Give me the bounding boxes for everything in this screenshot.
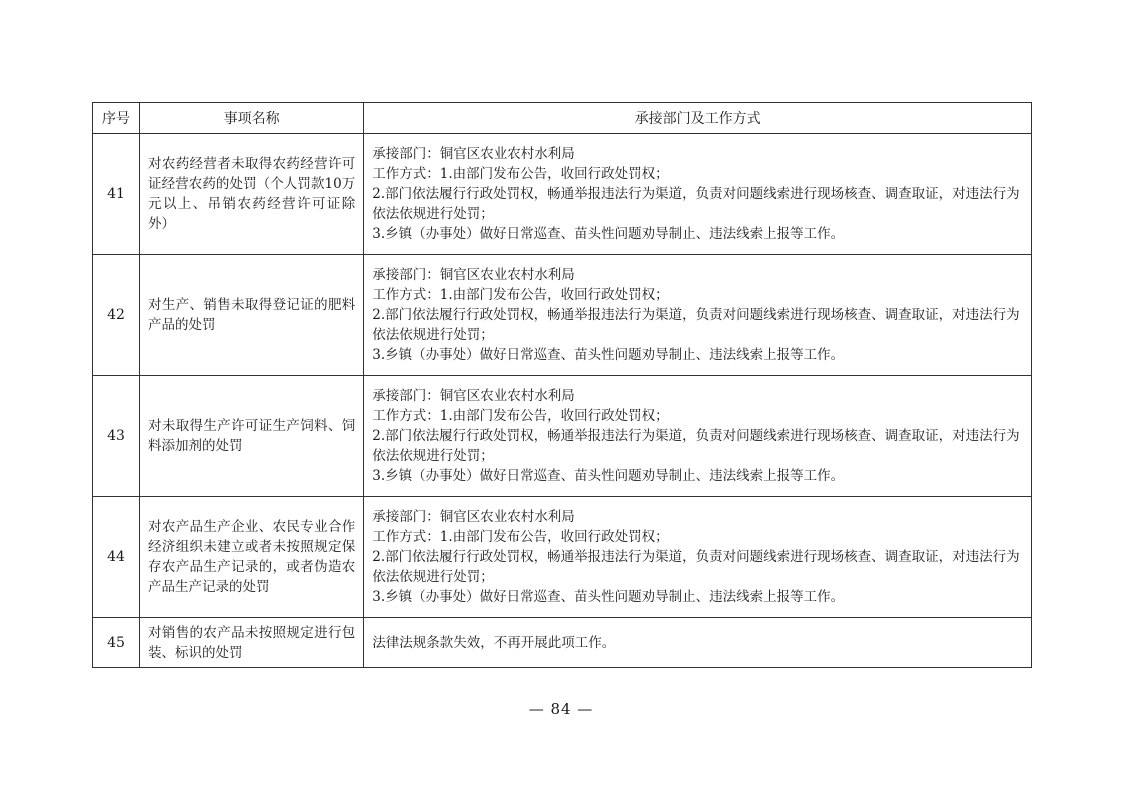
row-method bbox=[364, 618, 1032, 668]
method-line: 承接部门：铜官区农业农村水利局 bbox=[372, 388, 575, 404]
method-line: 2.部门依法履行行政处罚权，畅通举报违法行为渠道，负责对问题线索进行现场核查、调查取证，对违法行为依法依规进行处罚； bbox=[372, 186, 1020, 222]
table-row bbox=[93, 376, 1032, 497]
method-line: 3.乡镇（办事处）做好日常巡查、苗头性问题劝导制止、违法线索上报等工作。 bbox=[372, 589, 845, 605]
method-line: 工作方式：1.由部门发布公告，收回行政处罚权； bbox=[372, 166, 669, 182]
table-row bbox=[93, 255, 1032, 376]
row-item-name: 对销售的农产品未按照规定进行包装、标识的处罚 bbox=[140, 618, 364, 668]
row-seq: 44 bbox=[93, 497, 140, 618]
method-line: 承接部门：铜官区农业农村水利局 bbox=[372, 267, 575, 283]
row-method bbox=[364, 376, 1032, 497]
row-item-name: 对农产品生产企业、农民专业合作经济组织未建立或者未按照规定保存农产品生产记录的，或者伪造农产品生产记录的处罚 bbox=[140, 497, 364, 618]
page-number: — 84 — bbox=[528, 700, 594, 718]
method-line: 承接部门：铜官区农业农村水利局 bbox=[372, 146, 575, 162]
method-line: 3.乡镇（办事处）做好日常巡查、苗头性问题劝导制止、违法线索上报等工作。 bbox=[372, 468, 845, 484]
method-line: 3.乡镇（办事处）做好日常巡查、苗头性问题劝导制止、违法线索上报等工作。 bbox=[372, 347, 845, 363]
method-line: 承接部门：铜官区农业农村水利局 bbox=[372, 509, 575, 525]
table-row bbox=[93, 497, 1032, 618]
table-row bbox=[93, 134, 1032, 255]
header-department-method: 承接部门及工作方式 bbox=[364, 103, 1032, 134]
row-seq: 42 bbox=[93, 255, 140, 376]
table-row bbox=[93, 618, 1032, 668]
method-line: 3.乡镇（办事处）做好日常巡查、苗头性问题劝导制止、违法线索上报等工作。 bbox=[372, 226, 845, 242]
method-line: 工作方式：1.由部门发布公告，收回行政处罚权； bbox=[372, 408, 669, 424]
row-item-name: 对生产、销售未取得登记证的肥料产品的处罚 bbox=[140, 255, 364, 376]
method-line: 2.部门依法履行行政处罚权，畅通举报违法行为渠道，负责对问题线索进行现场核查、调查取证，对违法行为依法依规进行处罚； bbox=[372, 307, 1020, 343]
method-line: 法律法规条款失效，不再开展此项工作。 bbox=[372, 634, 616, 651]
row-seq: 41 bbox=[93, 134, 140, 255]
method-line: 工作方式：1.由部门发布公告，收回行政处罚权； bbox=[372, 529, 669, 545]
row-seq: 43 bbox=[93, 376, 140, 497]
row-item-name: 对未取得生产许可证生产饲料、饲料添加剂的处罚 bbox=[140, 376, 364, 497]
header-item-name: 事项名称 bbox=[140, 103, 364, 134]
method-line: 2.部门依法履行行政处罚权，畅通举报违法行为渠道，负责对问题线索进行现场核查、调查取证，对违法行为依法依规进行处罚； bbox=[372, 428, 1020, 464]
row-method bbox=[364, 134, 1032, 255]
row-method bbox=[364, 255, 1032, 376]
table-header-row bbox=[93, 103, 1032, 134]
header-seq: 序号 bbox=[93, 103, 140, 134]
method-line: 2.部门依法履行行政处罚权，畅通举报违法行为渠道，负责对问题线索进行现场核查、调查取证，对违法行为依法依规进行处罚； bbox=[372, 549, 1020, 585]
row-item-name: 对农药经营者未取得农药经营许可证经营农药的处罚（个人罚款10万元以上、吊销农药经营许可证除外） bbox=[140, 134, 364, 255]
document-table bbox=[92, 102, 1032, 668]
method-line: 工作方式：1.由部门发布公告，收回行政处罚权； bbox=[372, 287, 669, 303]
row-method bbox=[364, 497, 1032, 618]
row-seq: 45 bbox=[93, 618, 140, 668]
